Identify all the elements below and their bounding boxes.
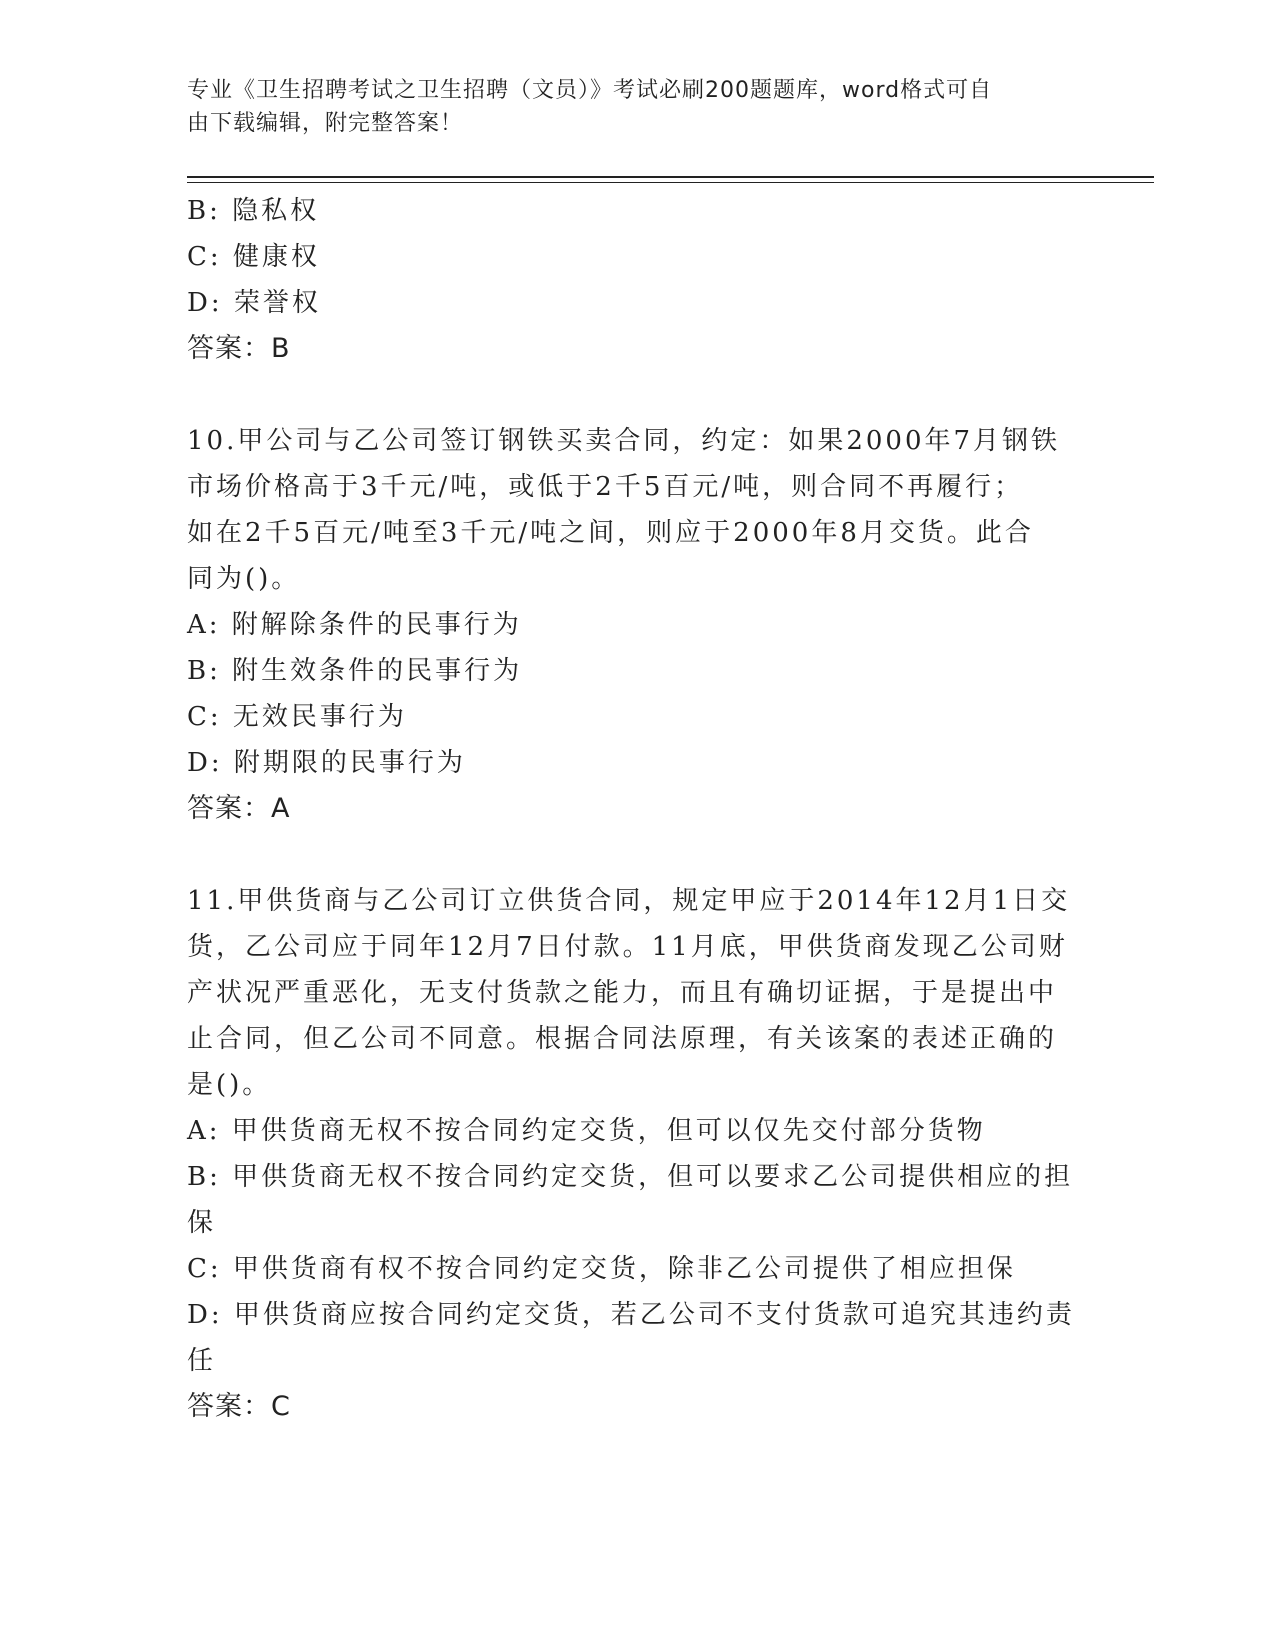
q11-option-c: C: 甲供货商有权不按合同约定交货，除非乙公司提供了相应担保 [187,1254,1016,1284]
q11-stem-line: 货，乙公司应于同年12月7日付款。11月底，甲供货商发现乙公司财 [187,932,1068,962]
q11-option-d-line: 任 [187,1346,217,1376]
q11-option-a: A: 甲供货商无权不按合同约定交货，但可以仅先交付部分货物 [187,1116,986,1146]
q11-stem-line: 产状况严重恶化，无支付货款之能力，而且有确切证据，于是提出中 [187,978,1058,1008]
q10-answer: 答案：A [187,793,291,824]
q9-answer: 答案：B [187,333,291,364]
header-rule-thick [187,176,1154,178]
document-header [187,74,1067,140]
q10-option-c: C: 无效民事行为 [187,702,407,732]
q10-option-b: B: 附生效条件的民事行为 [187,656,523,686]
q10-stem-line: 市场价格高于3千元/吨，或低于2千5百元/吨，则合同不再履行； [187,472,1024,502]
q11-option-b-line: 保 [187,1208,217,1238]
q9-option-d: D: 荣誉权 [187,288,321,318]
q9-option-c: C: 健康权 [187,242,320,272]
question-10-block [187,418,1087,832]
q11-option-b-line: B: 甲供货商无权不按合同约定交货，但可以要求乙公司提供相应的担 [187,1162,1074,1192]
q11-stem-line: 是()。 [187,1070,272,1100]
header-rule-thin [187,182,1154,183]
q11-stem-line: 11.甲供货商与乙公司订立供货合同，规定甲应于2014年12月1日交 [187,886,1071,916]
q10-option-a: A: 附解除条件的民事行为 [187,610,522,640]
question-spacer [187,372,1087,418]
q10-stem-line: 10.甲公司与乙公司签订钢铁买卖合同，约定：如果2000年7月钢铁 [187,426,1061,456]
header-line-1: 专业《卫生招聘考试之卫生招聘（文员）》考试必刷200题题库，word格式可自 [187,78,993,103]
q9-option-b: B: 隐私权 [187,196,320,226]
question-9-block [187,188,1087,372]
q11-stem-line: 止合同，但乙公司不同意。根据合同法原理，有关该案的表述正确的 [187,1024,1058,1054]
question-spacer [187,832,1087,878]
question-content [187,188,1087,1430]
question-11-block [187,878,1087,1430]
q11-option-d-line: D: 甲供货商应按合同约定交货，若乙公司不支付货款可追究其违约责 [187,1300,1075,1330]
q10-option-d: D: 附期限的民事行为 [187,748,466,778]
q10-stem-line: 如在2千5百元/吨至3千元/吨之间，则应于2000年8月交货。此合 [187,518,1034,548]
q11-answer: 答案：C [187,1391,291,1422]
header-line-2: 由下载编辑，附完整答案！ [187,111,464,136]
q10-stem-line: 同为()。 [187,564,301,594]
